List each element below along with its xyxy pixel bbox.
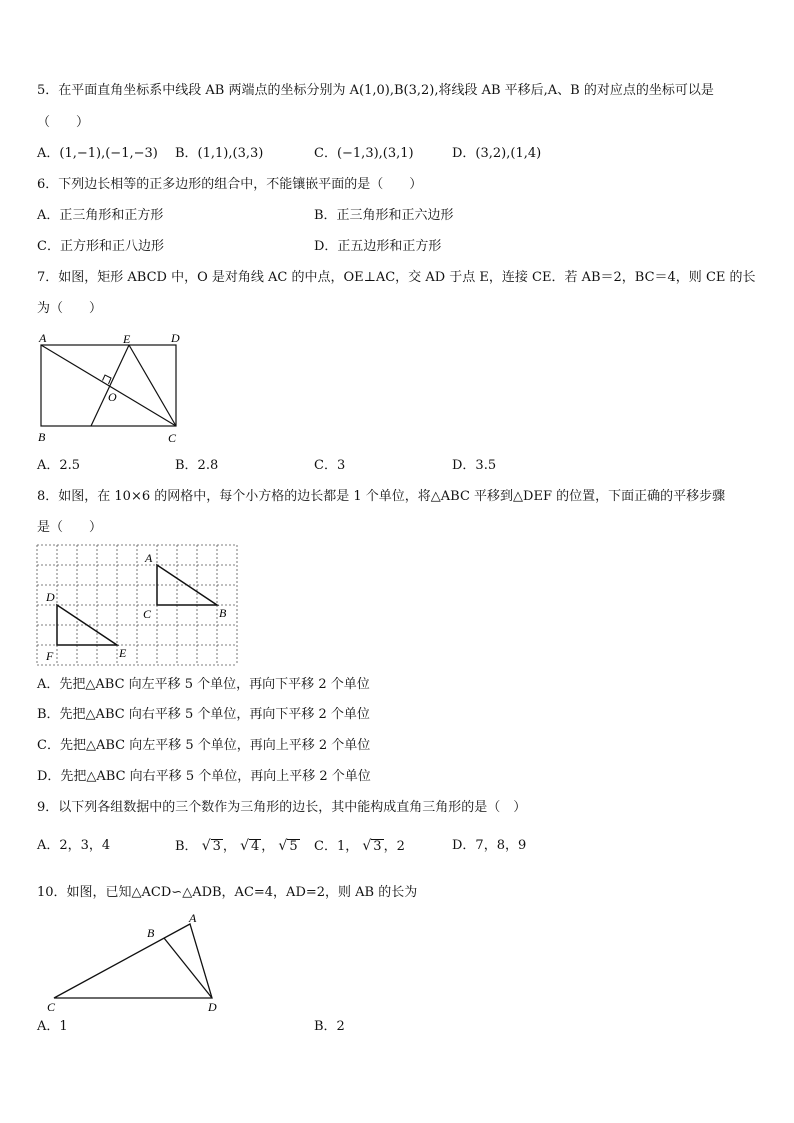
q10-stem: 10．如图，已知△ACD∽△ADB，AC=4，AD=2，则 AB 的长为 xyxy=(37,885,418,900)
sqrt-radical: √ xyxy=(278,838,288,854)
sqrt-radical: √ xyxy=(362,838,372,854)
label-e: E xyxy=(119,646,127,660)
label-c: C xyxy=(143,607,152,621)
segment-bd xyxy=(164,938,212,998)
sqrt-radical: √ xyxy=(240,838,249,854)
q9-option-b-prefix: B． xyxy=(175,839,198,854)
q9-option-c xyxy=(314,838,405,855)
q7-option-b: B．2.8 xyxy=(175,458,219,473)
q8-option-c: C．先把△ABC 向左平移 5 个单位，再向上平移 2 个单位 xyxy=(37,738,371,753)
label-c: C xyxy=(168,431,177,445)
q5-option-d: D．(3,2),(1,4) xyxy=(452,146,542,161)
sqrt-radical: √ xyxy=(201,838,211,854)
label-f: F xyxy=(46,649,54,663)
q9-option-a: A．2，3，4 xyxy=(37,838,111,853)
diagonal-ac xyxy=(41,345,176,426)
q8-stem-line2: 是（ ） xyxy=(37,520,103,535)
q6-option-c: C．正方形和正八边形 xyxy=(37,239,164,254)
radicand: 3 xyxy=(212,839,221,854)
q9-option-b xyxy=(175,838,300,855)
separator: ， xyxy=(222,839,236,854)
label-e: E xyxy=(123,332,131,346)
q8-option-a: A．先把△ABC 向左平移 5 个单位，再向下平移 2 个单位 xyxy=(37,677,370,692)
q5-option-a: A．(1,−1),(−1,−3) xyxy=(37,146,158,161)
q7-option-a: A．2.5 xyxy=(37,458,81,473)
segment-ce xyxy=(129,345,176,426)
q10-option-a: A．1 xyxy=(37,1019,68,1034)
radicand: 5 xyxy=(289,839,298,854)
label-d: D xyxy=(171,331,180,345)
q7-option-d: D．3.5 xyxy=(452,458,497,473)
label-d: D xyxy=(46,590,55,604)
q5-stem-line2: （ ） xyxy=(37,115,90,130)
q8-stem-line1: 8．如图，在 10×6 的网格中，每个小方格的边长都是 1 个单位，将△ABC 平移到△DEF 的位置，下面正确的平移步骤 xyxy=(37,489,726,504)
q7-rectangle-figure xyxy=(32,328,197,450)
triangle-acd xyxy=(54,924,212,998)
q5-option-c: C．(−1,3),(3,1) xyxy=(314,146,414,161)
q6-stem: 6．下列边长相等的正多边形的组合中，不能镶嵌平面的是（ ） xyxy=(37,177,423,192)
q9-option-c-prefix: C．1， xyxy=(314,839,359,854)
label-a: A xyxy=(39,331,47,345)
label-c: C xyxy=(47,1000,56,1012)
q10-triangle-figure xyxy=(40,912,230,1012)
label-b: B xyxy=(147,926,155,940)
q7-option-c: C．3 xyxy=(314,458,346,473)
label-a: A xyxy=(189,912,197,925)
q7-stem-line2: 为（ ） xyxy=(37,301,103,316)
q8-option-b: B．先把△ABC 向右平移 5 个单位，再向下平移 2 个单位 xyxy=(37,707,370,722)
radicand: 3 xyxy=(373,839,382,854)
q10-option-b: B．2 xyxy=(314,1019,345,1034)
q8-grid-figure xyxy=(36,544,240,668)
q5-option-b: B．(1,1),(3,3) xyxy=(175,146,264,161)
q5-stem-line1: 5．在平面直角坐标系中线段 AB 两端点的坐标分别为 A(1,0),B(3,2),将线段 AB 平移后,A、B 的对应点的坐标可以是 xyxy=(37,83,714,98)
label-d: D xyxy=(208,1000,217,1012)
label-a: A xyxy=(145,551,153,565)
q8-option-d: D．先把△ABC 向右平移 5 个单位，再向上平移 2 个单位 xyxy=(37,769,371,784)
q9-option-d: D．7，8，9 xyxy=(452,838,527,853)
q9-option-c-suffix: ，2 xyxy=(383,839,405,854)
label-b: B xyxy=(219,606,227,620)
separator: ， xyxy=(261,839,275,854)
radicand: 4 xyxy=(250,839,260,854)
label-o: O xyxy=(108,390,117,404)
q6-option-a: A．正三角形和正方形 xyxy=(37,208,164,223)
q6-option-b: B．正三角形和正六边形 xyxy=(314,208,454,223)
q9-stem: 9．以下列各组数据中的三个数作为三角形的边长，其中能构成直角三角形的是（ ） xyxy=(37,800,527,815)
label-b: B xyxy=(38,430,46,444)
q7-stem-line1: 7．如图，矩形 ABCD 中，O 是对角线 AC 的中点，OE⊥AC，交 AD 于点 E，连接 CE．若 AB＝2，BC＝4，则 CE 的长 xyxy=(37,270,756,285)
line-oe xyxy=(91,345,129,426)
q6-option-d: D．正五边形和正方形 xyxy=(314,239,442,254)
